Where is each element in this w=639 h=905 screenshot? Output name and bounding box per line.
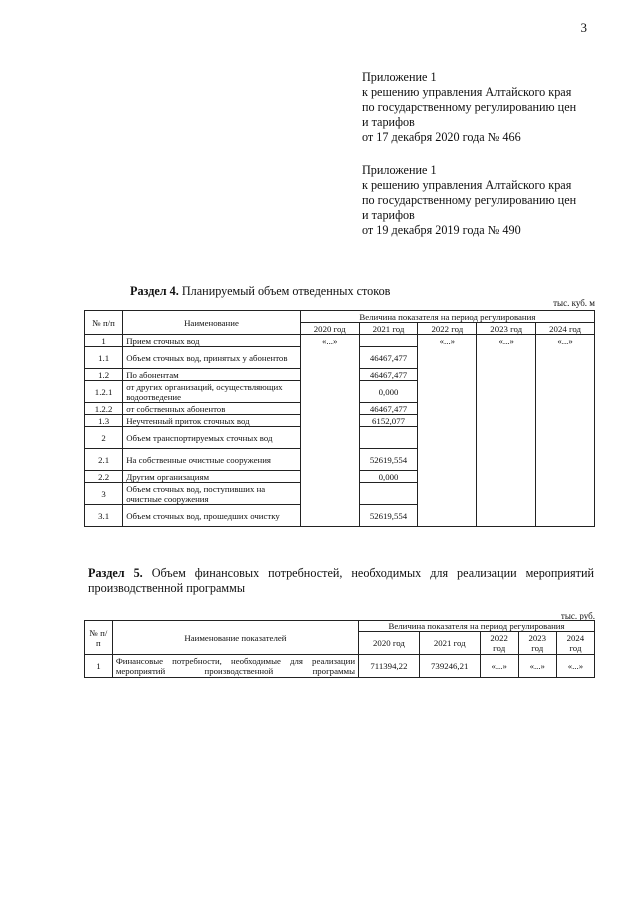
value-2024	[536, 427, 595, 449]
value-2024	[536, 471, 595, 483]
table-row	[85, 483, 595, 505]
header-num: № п/п	[85, 621, 113, 655]
row-num: 3	[85, 483, 123, 505]
row-value: «...»	[518, 655, 556, 678]
row-name: Финансовые потребности, необходимые для реализации мероприятий производственной программы	[112, 655, 358, 678]
row-name: Объем транспортируемых сточных вод	[123, 427, 301, 449]
value-2021: 0,000	[359, 381, 418, 403]
section4-unit: тыс. куб. м	[553, 298, 595, 308]
annex-line: Приложение 1	[362, 163, 437, 177]
row-num: 1.1	[85, 347, 123, 369]
row-name: Неучтенный приток сточных вод	[123, 415, 301, 427]
value-2021	[359, 335, 418, 347]
value-2022	[418, 415, 477, 427]
value-2024	[536, 415, 595, 427]
value-2021	[359, 483, 418, 505]
value-2021	[359, 427, 418, 449]
annex-line: к решению управления Алтайского края	[362, 178, 572, 192]
value-2023	[477, 381, 536, 403]
row-num: 1.3	[85, 415, 123, 427]
table-row	[85, 427, 595, 449]
annex-line: Приложение 1	[362, 70, 437, 84]
value-2021: 46467,477	[359, 403, 418, 415]
header-year: 2023 год	[518, 632, 556, 655]
value-2021: 46467,477	[359, 347, 418, 369]
value-2024: «...»	[536, 335, 595, 347]
value-2024	[536, 449, 595, 471]
value-2023	[477, 347, 536, 369]
row-value: 711394,22	[359, 655, 420, 678]
value-2023: «...»	[477, 335, 536, 347]
row-name: Объем сточных вод, принятых у абонентов	[123, 347, 301, 369]
header-year: 2023 год	[477, 323, 536, 335]
header-year: 2021 год	[359, 323, 418, 335]
row-num: 2.1	[85, 449, 123, 471]
row-value: «...»	[556, 655, 594, 678]
table-row	[85, 471, 595, 483]
row-name: По абонентам	[123, 369, 301, 381]
annex-line: по государственному регулированию цен	[362, 100, 577, 114]
row-num: 1.2.2	[85, 403, 123, 415]
value-2020	[300, 505, 359, 527]
value-2023	[477, 427, 536, 449]
header-year: 2020 год	[359, 632, 420, 655]
section5-table	[84, 620, 595, 678]
section5-title: Объем финансовых потребностей, необходимых для реализации мероприятий производственной программы	[88, 566, 594, 595]
annex-line: к решению управления Алтайского края	[362, 85, 572, 99]
header-name: Наименование	[123, 311, 301, 335]
row-num: 2.2	[85, 471, 123, 483]
row-num: 1	[85, 335, 123, 347]
header-period: Величина показателя на период регулирования	[359, 621, 595, 632]
value-2022	[418, 427, 477, 449]
value-2022	[418, 403, 477, 415]
value-2022	[418, 347, 477, 369]
value-2023	[477, 369, 536, 381]
value-2024	[536, 369, 595, 381]
header-period: Величина показателя на период регулирования	[300, 311, 594, 323]
row-name: от других организаций, осуществляющих водоотведение	[123, 381, 301, 403]
section4-title: Планируемый объем отведенных стоков	[181, 284, 391, 298]
value-2020	[300, 449, 359, 471]
value-2022: «...»	[418, 335, 477, 347]
row-num: 2	[85, 427, 123, 449]
value-2023	[477, 449, 536, 471]
annex-line: и тарифов	[362, 115, 415, 129]
value-2022	[418, 505, 477, 527]
value-2023	[477, 403, 536, 415]
table-row	[85, 381, 595, 403]
value-2021: 52619,554	[359, 505, 418, 527]
row-name: Объем сточных вод, прошедших очистку	[123, 505, 301, 527]
header-year: 2020 год	[300, 323, 359, 335]
value-2023	[477, 415, 536, 427]
row-value: «...»	[480, 655, 518, 678]
section4-label: Раздел 4.	[130, 284, 179, 298]
table-row	[85, 347, 595, 369]
value-2022	[418, 483, 477, 505]
header-num: № п/п	[85, 311, 123, 335]
value-2020	[300, 483, 359, 505]
header-year: 2021 год	[419, 632, 480, 655]
table-row	[85, 415, 595, 427]
table-row	[85, 403, 595, 415]
value-2024	[536, 381, 595, 403]
row-name: Объем сточных вод, поступивших на очистные сооружения	[123, 483, 301, 505]
value-2023	[477, 505, 536, 527]
value-2024	[536, 505, 595, 527]
row-name: от собственных абонентов	[123, 403, 301, 415]
row-num: 1	[85, 655, 113, 678]
value-2020	[300, 347, 359, 369]
header-name: Наименование показателей	[112, 621, 358, 655]
table-row	[85, 369, 595, 381]
page-number: 3	[580, 20, 587, 35]
table-row	[85, 335, 595, 347]
row-name: На собственные очистные сооружения	[123, 449, 301, 471]
header-year: 2024 год	[556, 632, 594, 655]
value-2020	[300, 471, 359, 483]
table-row	[85, 449, 595, 471]
value-2022	[418, 369, 477, 381]
section5-heading	[88, 566, 594, 596]
header-year: 2022 год	[418, 323, 477, 335]
row-num: 1.2	[85, 369, 123, 381]
table-row	[85, 505, 595, 527]
value-2023	[477, 483, 536, 505]
annex-previous	[362, 163, 602, 238]
annex-line: от 17 декабря 2020 года № 466	[362, 130, 521, 144]
value-2020: «...»	[300, 335, 359, 347]
row-value: 739246,21	[419, 655, 480, 678]
annex-current	[362, 70, 602, 145]
value-2021: 6152,077	[359, 415, 418, 427]
row-num: 1.2.1	[85, 381, 123, 403]
annex-line: по государственному регулированию цен	[362, 193, 577, 207]
value-2021: 0,000	[359, 471, 418, 483]
value-2020	[300, 415, 359, 427]
value-2021: 46467,477	[359, 369, 418, 381]
value-2020	[300, 403, 359, 415]
value-2023	[477, 471, 536, 483]
row-num: 3.1	[85, 505, 123, 527]
value-2020	[300, 427, 359, 449]
row-name: Другим организациям	[123, 471, 301, 483]
table-row	[85, 655, 595, 678]
value-2020	[300, 381, 359, 403]
value-2024	[536, 403, 595, 415]
section4-heading	[130, 284, 390, 299]
value-2020	[300, 369, 359, 381]
value-2022	[418, 449, 477, 471]
value-2024	[536, 483, 595, 505]
header-year: 2022 год	[480, 632, 518, 655]
section5-label: Раздел 5.	[88, 566, 143, 580]
value-2022	[418, 381, 477, 403]
header-year: 2024 год	[536, 323, 595, 335]
annex-line: от 19 декабря 2019 года № 490	[362, 223, 521, 237]
value-2024	[536, 347, 595, 369]
annex-line: и тарифов	[362, 208, 415, 222]
row-name: Прием сточных вод	[123, 335, 301, 347]
value-2022	[418, 471, 477, 483]
section5-unit: тыс. руб.	[560, 611, 595, 621]
section4-table	[84, 310, 595, 527]
value-2021: 52619,554	[359, 449, 418, 471]
